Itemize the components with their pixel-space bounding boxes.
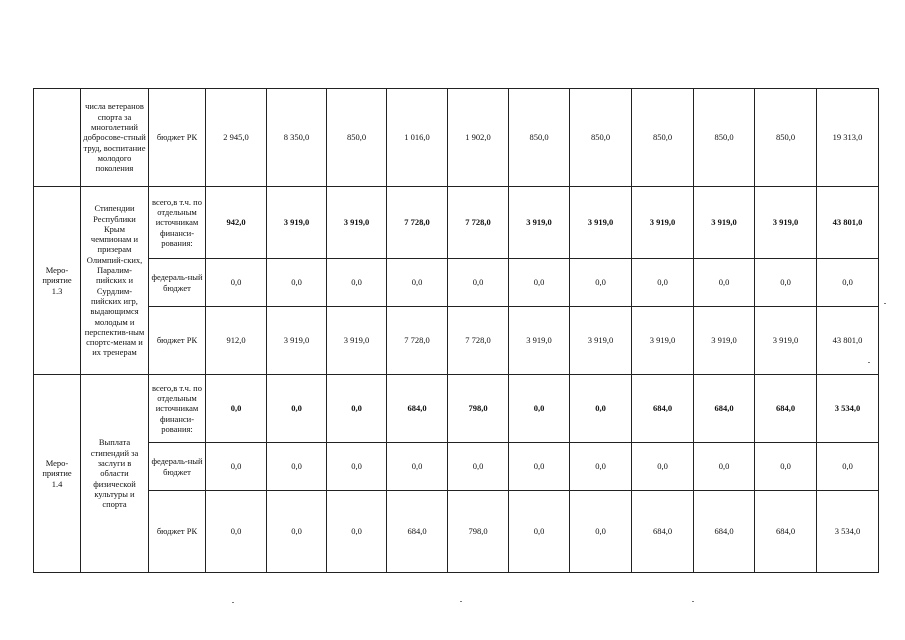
value-cell: 0,0	[509, 375, 570, 443]
value-cell: 3 919,0	[755, 307, 817, 375]
event-label: Меро-приятие 1.4	[34, 375, 81, 573]
table-row	[34, 375, 879, 443]
value-cell: 684,0	[632, 375, 694, 443]
value-cell: 798,0	[448, 375, 509, 443]
value-cell: 3 534,0	[817, 375, 879, 443]
value-cell: 7 728,0	[387, 307, 448, 375]
value-cell: 0,0	[206, 443, 267, 491]
value-cell: 3 919,0	[694, 187, 755, 259]
value-cell: 0,0	[509, 491, 570, 573]
value-cell: 850,0	[755, 89, 817, 187]
value-cell: 3 919,0	[267, 307, 327, 375]
value-cell: 684,0	[694, 491, 755, 573]
value-cell: 684,0	[694, 375, 755, 443]
value-cell: 3 919,0	[632, 307, 694, 375]
event-description: Выплата стипендий за заслуги в области физической культуры и спорта	[81, 375, 149, 573]
value-cell: 0,0	[755, 259, 817, 307]
value-cell: 0,0	[755, 443, 817, 491]
scan-speck	[884, 303, 886, 304]
scan-speck	[868, 362, 870, 363]
value-cell: 684,0	[387, 491, 448, 573]
event-cell-empty	[34, 89, 81, 187]
value-cell: 0,0	[694, 443, 755, 491]
value-cell: 3 919,0	[509, 307, 570, 375]
value-cell: 912,0	[206, 307, 267, 375]
scan-speck	[460, 601, 462, 602]
value-cell: 0,0	[817, 443, 879, 491]
value-cell: 0,0	[327, 259, 387, 307]
table-row	[34, 491, 879, 573]
value-cell: 0,0	[570, 259, 632, 307]
value-cell: 0,0	[267, 375, 327, 443]
value-cell: 7 728,0	[448, 307, 509, 375]
value-cell: 0,0	[327, 491, 387, 573]
value-cell: 0,0	[632, 443, 694, 491]
value-cell: 0,0	[327, 375, 387, 443]
value-cell: 3 919,0	[694, 307, 755, 375]
value-cell: 684,0	[632, 491, 694, 573]
value-cell: 3 919,0	[755, 187, 817, 259]
table-row	[34, 307, 879, 375]
value-cell: 684,0	[387, 375, 448, 443]
budget-table	[33, 88, 879, 573]
funding-source: всего,в т.ч. по отдельным источникам финанси-рования:	[149, 375, 206, 443]
value-cell: 7 728,0	[387, 187, 448, 259]
value-cell: 3 919,0	[327, 187, 387, 259]
funding-source: всего,в т.ч. по отдельным источникам финанси-рования:	[149, 187, 206, 259]
value-cell: 3 919,0	[327, 307, 387, 375]
value-cell: 850,0	[509, 89, 570, 187]
value-cell: 684,0	[755, 375, 817, 443]
funding-source: федераль-ный бюджет	[149, 259, 206, 307]
value-cell: 0,0	[570, 443, 632, 491]
value-cell: 684,0	[755, 491, 817, 573]
value-cell: 0,0	[509, 443, 570, 491]
table-row	[34, 187, 879, 259]
funding-source: бюджет РК	[149, 491, 206, 573]
value-cell: 0,0	[509, 259, 570, 307]
value-cell: 0,0	[817, 259, 879, 307]
value-cell: 0,0	[570, 375, 632, 443]
value-cell: 1 902,0	[448, 89, 509, 187]
value-cell: 3 919,0	[570, 187, 632, 259]
value-cell: 0,0	[206, 375, 267, 443]
value-cell: 43 801,0	[817, 307, 879, 375]
funding-source: бюджет РК	[149, 89, 206, 187]
value-cell: 850,0	[570, 89, 632, 187]
value-cell: 0,0	[206, 259, 267, 307]
value-cell: 798,0	[448, 491, 509, 573]
value-cell: 850,0	[632, 89, 694, 187]
scan-speck	[692, 601, 694, 602]
table-row	[34, 259, 879, 307]
value-cell: 0,0	[387, 443, 448, 491]
value-cell: 0,0	[267, 443, 327, 491]
value-cell: 3 919,0	[267, 187, 327, 259]
table-row	[34, 89, 879, 187]
value-cell: 0,0	[327, 443, 387, 491]
value-cell: 0,0	[448, 443, 509, 491]
value-cell: 0,0	[267, 259, 327, 307]
value-cell: 1 016,0	[387, 89, 448, 187]
table-row	[34, 443, 879, 491]
value-cell: 942,0	[206, 187, 267, 259]
value-cell: 7 728,0	[448, 187, 509, 259]
event-label: Меро-приятие 1.3	[34, 187, 81, 375]
value-cell: 850,0	[694, 89, 755, 187]
funding-source: федераль-ный бюджет	[149, 443, 206, 491]
value-cell: 3 534,0	[817, 491, 879, 573]
value-cell: 2 945,0	[206, 89, 267, 187]
value-cell: 0,0	[448, 259, 509, 307]
value-cell: 850,0	[327, 89, 387, 187]
scan-speck	[232, 602, 234, 603]
value-cell: 19 313,0	[817, 89, 879, 187]
value-cell: 3 919,0	[632, 187, 694, 259]
value-cell: 43 801,0	[817, 187, 879, 259]
value-cell: 8 350,0	[267, 89, 327, 187]
value-cell: 0,0	[206, 491, 267, 573]
value-cell: 3 919,0	[509, 187, 570, 259]
value-cell: 0,0	[632, 259, 694, 307]
value-cell: 0,0	[570, 491, 632, 573]
event-description: Стипендии Республики Крым чемпионам и призерам Олимпий-ских, Паралим-пийских и Сурдлим-пийских игр, выдающимся молодым и перспектив-ным спортс-менам и их тренерам	[81, 187, 149, 375]
value-cell: 0,0	[387, 259, 448, 307]
value-cell: 0,0	[267, 491, 327, 573]
funding-source: бюджет РК	[149, 307, 206, 375]
value-cell: 3 919,0	[570, 307, 632, 375]
value-cell: 0,0	[694, 259, 755, 307]
event-description: числа ветеранов спорта за многолетний добросове-стный труд, воспитание молодого поколения	[81, 89, 149, 187]
